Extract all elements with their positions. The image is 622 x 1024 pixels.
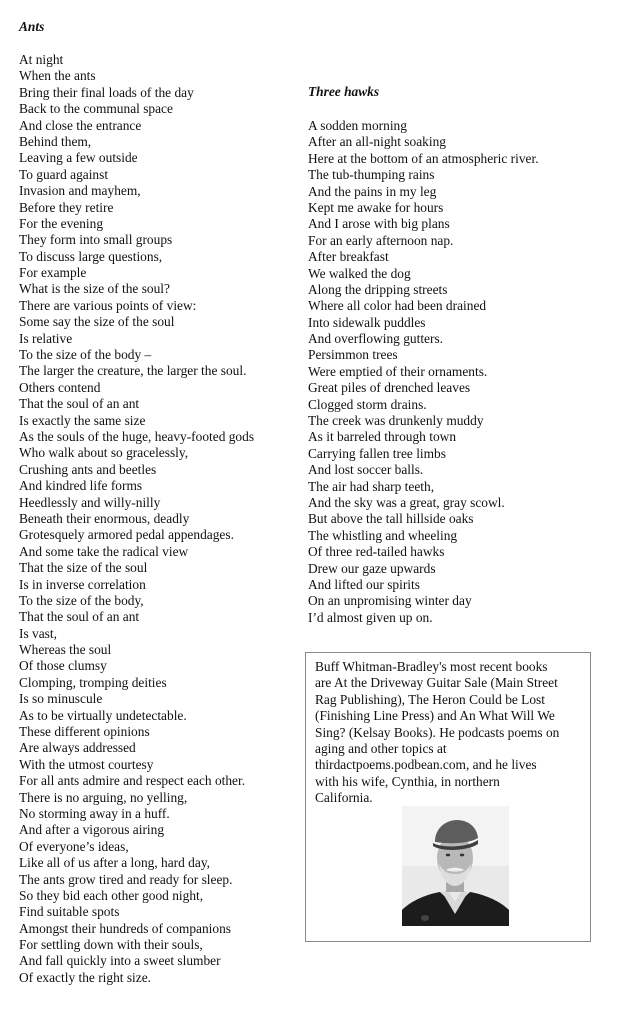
poem-line: As the souls of the huge, heavy-footed gods — [19, 428, 255, 444]
poem-line: And lifted our spirits — [308, 576, 420, 592]
poem-line: They form into small groups — [19, 232, 173, 248]
poem-line: Whereas the soul — [19, 642, 112, 658]
poem-line: After an all-night soaking — [308, 134, 446, 150]
poem-line: To the size of the body – — [19, 347, 152, 363]
poem-line: After breakfast — [308, 249, 389, 265]
poem-line: The air had sharp teeth, — [308, 478, 435, 494]
bio-line: Rag Publishing), The Heron Could be Lost — [315, 691, 545, 707]
poem-body-ants — [19, 52, 254, 986]
poem-line: That the soul of an ant — [19, 396, 140, 412]
poem-line: Clogged storm drains. — [308, 396, 427, 412]
poem-line: To the size of the body, — [19, 592, 144, 608]
poem-line: What is the size of the soul? — [19, 281, 170, 297]
poem-line: Are always addressed — [19, 740, 136, 756]
poem-line: For all ants admire and respect each other. — [19, 773, 246, 789]
poem-title-ants: Ants — [19, 19, 45, 34]
poem-line: Persimmon trees — [308, 347, 398, 363]
poem-line: Of three red-tailed hawks — [308, 544, 445, 560]
poem-line: Is vast, — [19, 625, 57, 641]
poem-line: And I arose with big plans — [308, 216, 450, 232]
poem-line: For settling down with their souls, — [19, 937, 203, 953]
poem-line: Were emptied of their ornaments. — [308, 363, 488, 379]
poem-line: Is in inverse correlation — [19, 576, 146, 592]
poem-line: Of those clumsy — [19, 658, 107, 674]
poem-line: Heedlessly and willy-nilly — [19, 494, 161, 510]
poem-line: Amongst their hundreds of companions — [19, 920, 231, 936]
poem-line: Great piles of drenched leaves — [308, 380, 471, 396]
poem-line: But above the tall hillside oaks — [308, 511, 474, 527]
poem-line: Beneath their enormous, deadly — [19, 510, 190, 526]
poem-body-three-hawks — [308, 118, 539, 626]
poem-line: And some take the radical view — [19, 543, 189, 559]
poem-line: Find suitable spots — [19, 904, 120, 920]
poem-line: Like all of us after a long, hard day, — [19, 855, 210, 871]
poem-line: The tub-thumping rains — [308, 167, 435, 183]
poem-line: On an unpromising winter day — [308, 593, 472, 609]
bio-line: are At the Driveway Guitar Sale (Main Street — [315, 675, 558, 691]
poem-line: Others contend — [19, 379, 101, 395]
poem-line: Of everyone’s ideas, — [19, 838, 129, 854]
bio-line: Sing? (Kelsay Books). He podcasts poems on — [315, 724, 560, 740]
poem-line: Carrying fallen tree limbs — [308, 445, 446, 461]
poem-line: These different opinions — [19, 724, 150, 740]
poem-line: No storming away in a huff. — [19, 805, 170, 821]
poem-line: Back to the communal space — [19, 101, 173, 117]
poem-line: As to be virtually undetectable. — [19, 707, 187, 723]
poem-line: Behind them, — [19, 133, 92, 149]
poem-line: And fall quickly into a sweet slumber — [19, 953, 221, 969]
poem-line: Who walk about so gracelessly, — [19, 445, 189, 461]
poem-line: And close the entrance — [19, 117, 142, 133]
bio-line: (Finishing Line Press) and An What Will We — [315, 708, 555, 724]
poem-line: For the evening — [19, 215, 104, 231]
poem-line: At night — [19, 52, 64, 67]
author-bio-box — [305, 652, 591, 942]
author-portrait — [402, 806, 509, 926]
poem-line: The whistling and wheeling — [308, 527, 458, 543]
poem-line: That the size of the soul — [19, 560, 148, 576]
poem-line: So they bid each other good night, — [19, 887, 204, 903]
poem-line: Is relative — [19, 330, 73, 346]
poem-line: Invasion and mayhem, — [19, 183, 141, 199]
poem-line: For example — [19, 265, 87, 281]
poem-line: With the utmost courtesy — [19, 756, 154, 772]
poem-line: The ants grow tired and ready for sleep. — [19, 871, 233, 887]
poem-line: And the pains in my leg — [308, 183, 437, 199]
poem-line: When the ants — [19, 68, 96, 84]
poem-line: Drew our gaze upwards — [308, 560, 436, 576]
poem-line: Bring their final loads of the day — [19, 84, 194, 100]
poem-line: A sodden morning — [308, 118, 407, 133]
poem-line: Before they retire — [19, 199, 114, 215]
poem-line: Some say the size of the soul — [19, 314, 175, 330]
bio-line: aging and other topics at — [315, 740, 447, 756]
poem-line: Is exactly the same size — [19, 412, 146, 428]
poem-line: To guard against — [19, 166, 109, 182]
poem-line: Clomping, tromping deities — [19, 674, 167, 690]
poem-line: Kept me awake for hours — [308, 199, 444, 215]
poem-line: To discuss large questions, — [19, 248, 163, 264]
poem-title-three-hawks: Three hawks — [308, 84, 380, 99]
poem-line: There is no arguing, no yelling, — [19, 789, 188, 805]
poem-line: The larger the creature, the larger the soul. — [19, 363, 247, 379]
poem-line: Along the dripping streets — [308, 281, 448, 297]
poem-line: And kindred life forms — [19, 478, 143, 494]
poem-line: And overflowing gutters. — [308, 331, 443, 347]
bio-line: California. — [315, 790, 373, 806]
poem-line: Where all color had been drained — [308, 298, 487, 314]
poem-line: Crushing ants and beetles — [19, 461, 157, 477]
poem-line: And the sky was a great, gray scowl. — [308, 494, 505, 510]
poem-line: There are various points of view: — [19, 297, 197, 313]
poem-line: I’d almost given up on. — [308, 609, 433, 625]
poem-line: Here at the bottom of an atmospheric river. — [308, 150, 539, 166]
bio-line: Buff Whitman-Bradley's most recent books — [315, 659, 548, 674]
poem-line: Into sidewalk puddles — [308, 314, 426, 330]
poem-line: As it barreled through town — [308, 429, 457, 445]
poem-line: Is so minuscule — [19, 691, 103, 707]
poem-line: Of exactly the right size. — [19, 969, 151, 985]
poem-line: For an early afternoon nap. — [308, 232, 454, 248]
poem-line: And lost soccer balls. — [308, 462, 424, 478]
bio-line: with his wife, Cynthia, in northern — [315, 773, 500, 789]
poem-line: The creek was drunkenly muddy — [308, 413, 484, 429]
poem-line: Grotesquely armored pedal appendages. — [19, 527, 234, 543]
author-bio-text — [315, 659, 583, 807]
bio-line: thirdactpoems.podbean.com, and he lives — [315, 757, 537, 773]
poem-line: Leaving a few outside — [19, 150, 138, 166]
poem-line: And after a vigorous airing — [19, 822, 165, 838]
poem-line: We walked the dog — [308, 265, 411, 281]
poem-line: That the soul of an ant — [19, 609, 140, 625]
